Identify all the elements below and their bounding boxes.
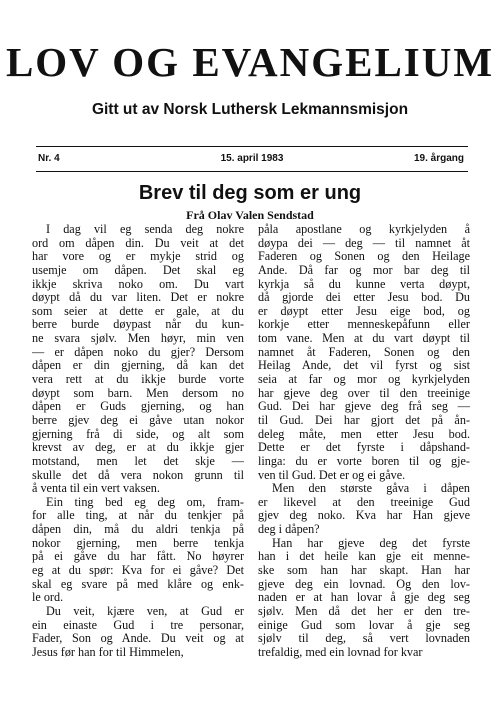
text-line: gjev deg noko. Kva har Han gjeve <box>258 509 470 523</box>
text-line: har vore og er mykje strid og <box>32 250 244 264</box>
issue-volume: 19. årgang <box>413 153 464 164</box>
text-line: sjølv til deg, så vert lovnaden <box>258 632 470 646</box>
text-line: linga: du er vorte boren til og gje- <box>258 454 470 468</box>
text-line: Gud. Dei har gjeve deg frå seg — <box>258 400 470 414</box>
text-line: Du veit, kjære ven, at Gud er <box>46 604 244 618</box>
text-line: berre gjev deg ei gåve utan nokor <box>32 413 244 427</box>
text-line: påla apostlane og kyrkjelyden å <box>258 223 470 236</box>
text-line: Men den største gåva i dåpen <box>272 482 470 496</box>
article-title: Brev til deg som er ung <box>138 182 362 204</box>
text-line: han i det heile kan gje eit menne- <box>258 550 470 564</box>
text-line: usemje om dåpen. Det skal eg <box>32 263 244 277</box>
text-line: då gjorde dei etter Jesu bod. Du <box>258 291 470 305</box>
text-line: einige Gud som lovar å gje seg <box>258 618 470 632</box>
issue-bar <box>36 146 468 172</box>
text-line: Faderen og Sonen og den Heilage <box>258 250 470 264</box>
text-line: til Gud. Dei har gjort det på ån- <box>258 413 470 427</box>
text-line: gjerning frå di side, og alt som <box>32 427 244 441</box>
text-line: krevst av deg, er at du ikkje gjer <box>32 441 244 455</box>
text-line: døypt som barn. Men dersom no <box>32 386 244 400</box>
text-line: ord om dåpen din. Du veit at det <box>32 236 244 250</box>
text-line: le ord. <box>32 591 64 605</box>
text-line: kyrkja så du kunne verta døypt, <box>258 277 470 291</box>
text-line: tom vane. Men at du vart døypt til <box>258 332 470 346</box>
text-line: dåpen er din gjerning, då kan det <box>32 359 244 373</box>
text-line: på ei gåve du har fått. No høyrer <box>32 550 244 564</box>
text-line: trefaldig, med ein lovnad for kvar <box>258 645 423 659</box>
text-line: seia at far og mor og kyrkjelyden <box>258 373 470 387</box>
text-line: I dag vil eg senda deg nokre <box>46 223 244 236</box>
text-line: ven til Gud. Det er og ei gåve. <box>258 468 406 482</box>
article-byline: Frå Olav Valen Sendstad <box>186 208 314 222</box>
text-line: ikkje skriva noko om. Du vart <box>32 277 244 291</box>
text-line: deg i dåpen? <box>258 523 320 537</box>
masthead-title: LOV OG EVANGELIUM <box>5 39 495 85</box>
text-line: deleg måte, men etter Jesu bod. <box>258 427 470 441</box>
text-line: Jesus før han for til Himmelen, <box>32 645 184 659</box>
text-line: namnet åt Faderen, Sonen og den <box>258 345 470 359</box>
issue-number: Nr. 4 <box>38 153 60 164</box>
text-line: eg at du spør: Kva for ei gåve? Det <box>32 564 244 578</box>
text-line: som seier at dette er gale, at du <box>32 304 244 318</box>
text-line: dåpen er Guds gjerning, og han <box>32 400 244 414</box>
text-line: gjeve deg ein lovnad. Og den lov- <box>258 577 470 591</box>
text-line: — er dåpen noko du gjer? Dersom <box>32 345 244 359</box>
text-line: Ein ting bed eg deg om, fram- <box>46 495 244 509</box>
text-line: Fader, Son og Ande. Du veit og at <box>32 632 244 646</box>
text-line: sjølv. Men då det her er den tre- <box>258 604 470 618</box>
text-line: for alle ting, at når du tenkjer på <box>32 509 244 523</box>
text-line: ne svara sjølv. Men høyr, min ven <box>32 332 244 346</box>
text-line: døypt då du var liten. Det er nokre <box>32 291 244 305</box>
article-column-right <box>258 223 470 660</box>
text-line: nokor gjerning, men berre tenkja <box>32 536 244 550</box>
text-line: er døypt etter Jesu eige bod, og <box>258 304 470 318</box>
issue-date: 15. april 1983 <box>220 153 284 164</box>
text-line: berre burde døypast når du kun- <box>32 318 244 332</box>
text-line: ske som han har skapt. Han har <box>258 564 470 578</box>
masthead-subtitle: Gitt ut av Norsk Luthersk Lekmannsmisjon <box>91 101 409 118</box>
text-line: skal eg svare på med klåre og enk- <box>32 577 244 591</box>
text-line: å venta til ein vert vaksen. <box>32 482 160 496</box>
text-line: Heilag Ande, det vil fyrst og sist <box>258 359 470 373</box>
text-line: naden er at han lovar å gje deg seg <box>258 591 470 605</box>
text-line: har gjeve deg over til den treeinige <box>258 386 470 400</box>
text-line: Ande. Då far og mor bar deg til <box>258 263 470 277</box>
text-line: motstand, men let det skje — <box>32 454 244 468</box>
text-line: vera rett at du ikkje burde vorte <box>32 373 244 387</box>
text-line: korkje etter menneskepåfunn eller <box>258 318 470 332</box>
article-column-left <box>32 223 244 660</box>
text-line: skulle det då vera nokon grunn til <box>32 468 244 482</box>
text-line: ein einaste Gud i tre personar, <box>32 618 244 632</box>
text-line: Dette er det fyrste i dåpshand- <box>258 441 470 455</box>
text-line: er likevel at den treeinige Gud <box>258 495 470 509</box>
text-line: Han har gjeve deg det fyrste <box>272 536 470 550</box>
text-line: dåpen din, må du aldri tenkja på <box>32 523 244 537</box>
text-line: døypa dei — deg — til namnet åt <box>258 236 470 250</box>
